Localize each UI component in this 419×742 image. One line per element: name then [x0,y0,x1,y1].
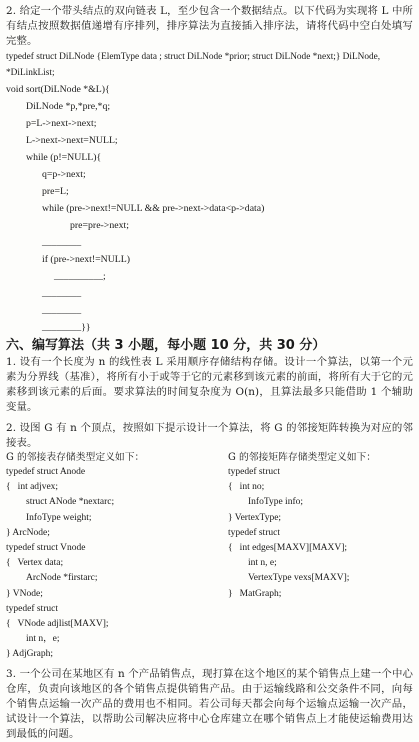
s6-q2-intro: 2. 设图 G 有 n 个顶点，按照如下提示设计一个算法，将 G 的邻接矩阵转换为对应的邻接表。 [6,422,413,449]
right-code-line: VertexType vexs[MAXV]; [248,573,350,584]
left-code-line: InfoType weight; [26,512,92,523]
code-line-if: if (pre->next!=NULL) [42,254,131,265]
left-code-line: { int adjvex; [6,482,59,493]
code-line-while-outer: while (p!=NULL){ [26,152,102,163]
code-blank-5: ________}} [42,322,91,333]
code-line-typedef: typedef struct DiLNode {ElemType data ; struct DiLNode *prior; struct DiLNode *next;} DiLNode, *DiLinkList; [6,52,381,78]
left-code-line: typedef struct Anode [6,467,86,477]
adjacency-matrix-definition [228,451,413,663]
left-code-line: } AdjGraph; [6,649,54,660]
right-column-heading: G 的邻接矩阵存储类型定义如下： [228,452,377,463]
code-line-pre-assign: pre=L; [42,186,69,197]
right-code-line: { int edges[MAXV][MAXV]; [228,543,348,554]
code-line-sort-signature: void sort(DiLNode *&L){ [6,84,110,95]
code-blank-1: ________ [42,237,82,248]
left-code-line: } VNode; [6,588,43,599]
left-column-heading: G 的邻接表存储类型定义如下： [6,452,145,463]
left-code-line: ArcNode *firstarc; [26,573,98,584]
s6-q2-columns [6,451,413,663]
left-code-line: } ArcNode; [6,527,50,538]
q2-intro: 2. 给定一个带头结点的双向链表 L，至少包含一个数据结点。以下代码为实现将 L 中所有结点按照数据值递增有序排列，排序算法为直接插入排序法，请将代码中空白处填写完整。 [6,5,413,47]
left-code-line: { Vertex data; [6,558,64,569]
code-line-pre-advance: pre=pre->next; [70,220,129,231]
code-line-q-assign: q=p->next; [42,169,86,180]
left-code-line: { VNode adjlist[MAXV]; [6,619,109,630]
right-code-line: { int no; [228,482,265,493]
code-line-while-inner: while (pre->next!=NULL && pre->next->data<p->data) [42,203,265,214]
right-code-line: typedef struct [228,527,280,538]
adjacency-list-definition [6,451,228,663]
code-line-p-assign: p=L->next->next; [26,118,97,129]
code-blank-3: ________ [42,288,82,299]
code-line-l-next-null: L->next->next=NULL; [26,135,118,146]
right-code-line: typedef struct [228,467,280,477]
left-code-line: struct ANode *nextarc; [26,497,115,508]
q2-code-block [6,49,413,336]
code-line-declarations: DiLNode *p,*pre,*q; [26,101,111,112]
right-code-line: } MatGraph; [228,588,282,599]
s6-q3: 3. 一个公司在某地区有 n 个产品销售点，现打算在这个地区的某个销售点上建一个中心仓库，负责向该地区的各个销售点提供销售产品。由于运输线路和公交条件不同，向每个销售点运输一次产品的费用也不相同。若公司每天都会向每个运输点运输一次产品，试设计一个算法，以帮助公司解决应将中心仓库建立在哪个销售点上才能使运输费用达到最低的问题。 [6,667,413,740]
left-code-line: typedef struct Vnode [6,543,86,554]
right-code-line: } VertexType; [228,512,282,523]
code-blank-2: __________; [54,271,106,282]
left-code-line: int n，e; [26,634,60,645]
right-code-line: InfoType info; [248,497,304,508]
section-title: 六、编写算法（共 3 小题，每小题 10 分，共 30 分） [6,338,326,353]
code-blank-4: ________ [42,305,82,316]
s6-q1: 1. 设有一个长度为 n 的线性表 L 采用顺序存储结构存储。设计一个算法，以第一个元素为分界线（基准），将所有小于或等于它的元素移到该元素的前面，将所有大于它的元素移到该元素的后面。要求算法的时间复杂度为 O(n)，且算法最多只能借助 1 个辅助变量。 [6,356,413,413]
left-code-line: typedef struct [6,603,58,614]
right-code-line: int n, e; [248,558,277,569]
